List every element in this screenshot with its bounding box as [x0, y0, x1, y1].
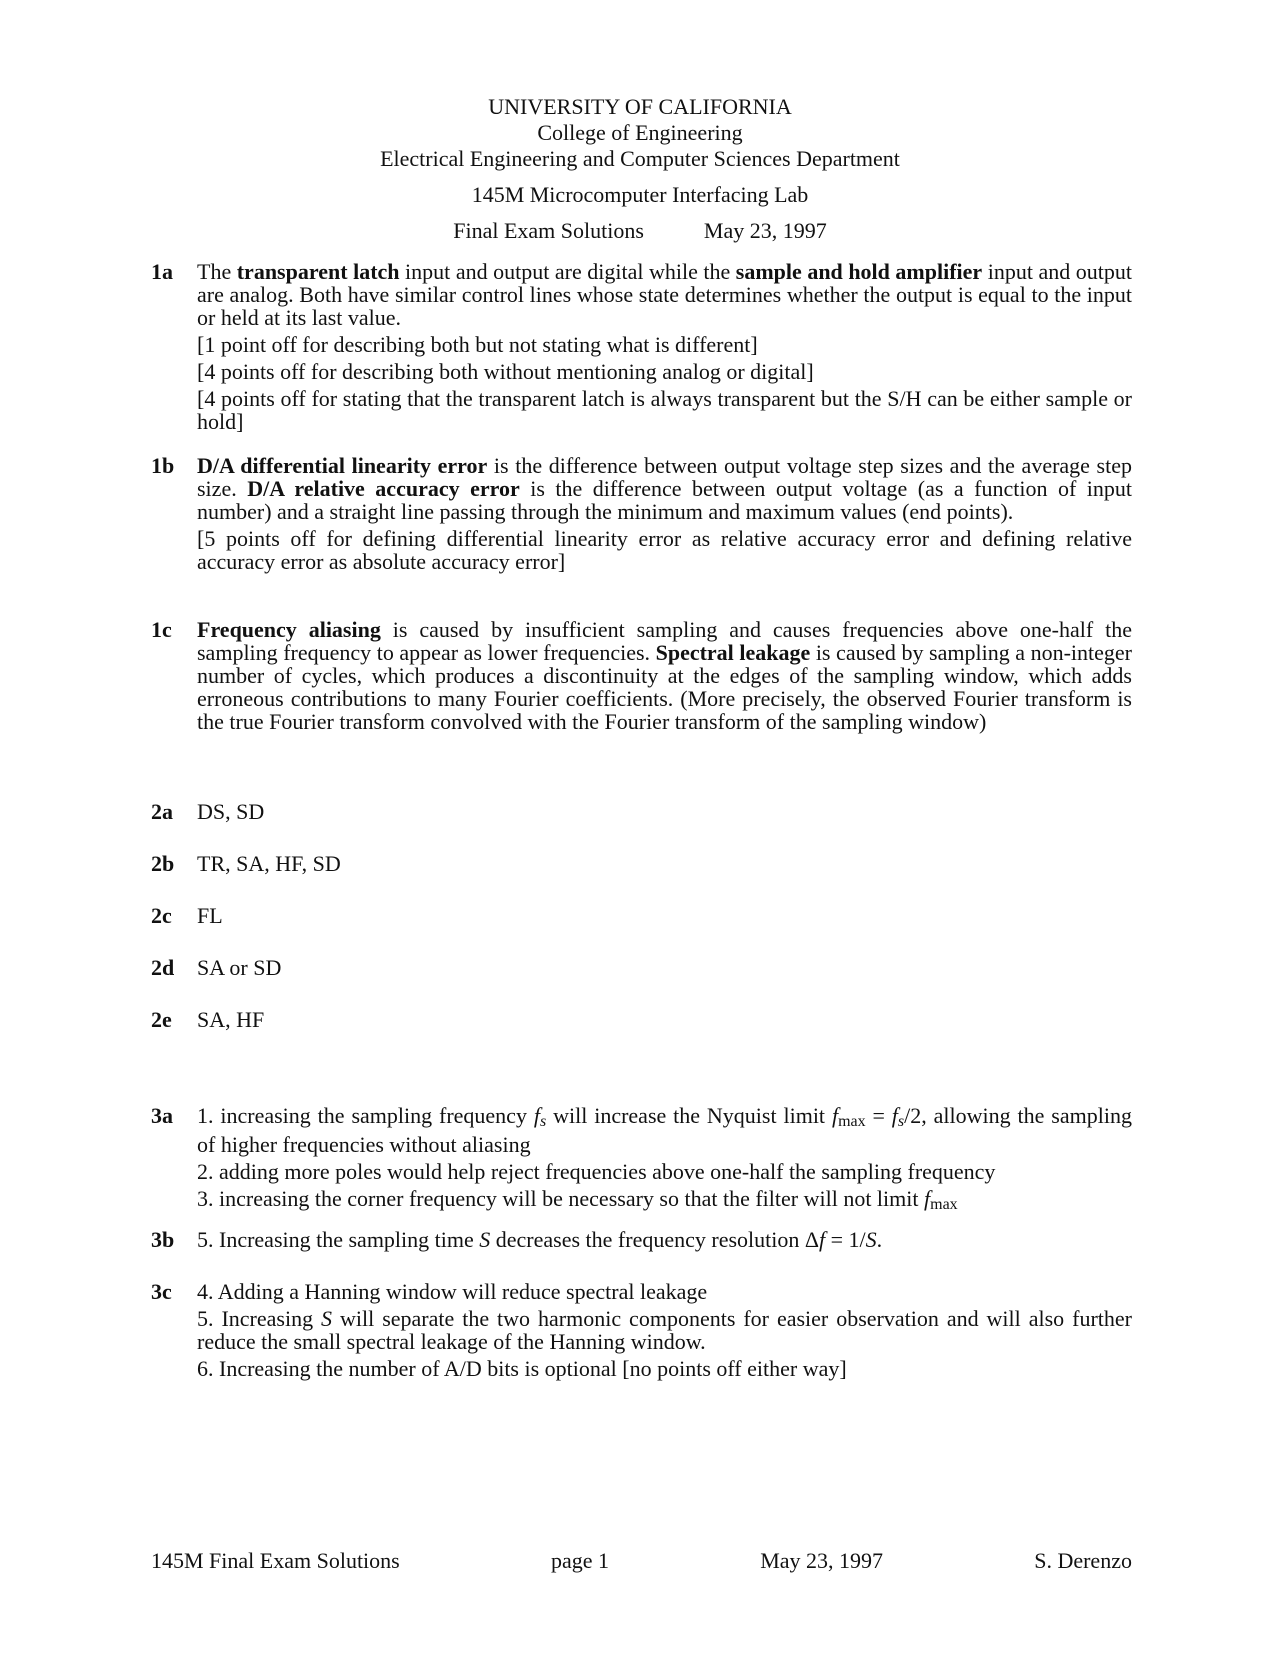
answer-line: 6. Increasing the number of A/D bits is optional [no points off either way]: [197, 1356, 847, 1381]
university-name: UNIVERSITY OF CALIFORNIA: [488, 94, 792, 119]
answer-2a: [151, 800, 1132, 823]
course-title: 145M Microcomputer Interfacing Lab: [471, 182, 809, 207]
answer-line: 5. Increasing the sampling time S decreases the frequency resolution Δf = 1/S.: [197, 1227, 883, 1252]
department-name: Electrical Engineering and Computer Sciences Department: [380, 146, 900, 171]
question-label: 2b: [151, 851, 175, 876]
answer-3b: [151, 1228, 1132, 1251]
answer-text: SA, HF: [197, 1007, 265, 1032]
answer-2b: [151, 852, 1132, 875]
document-title: Final Exam Solutions: [453, 218, 644, 243]
answer-line: 5. Increasing S will separate the two harmonic components for easier observation and will also further reduce the small spectral leakage of the Hanning window.: [197, 1306, 1132, 1354]
answer-2c: [151, 904, 1132, 927]
footer-title: 145M Final Exam Solutions: [151, 1548, 400, 1573]
question-label: 2d: [151, 955, 175, 980]
question-label: 2c: [151, 903, 172, 928]
question-label: 2e: [151, 1007, 172, 1032]
question-label: 1c: [151, 617, 172, 642]
answer-text: DS, SD: [197, 799, 265, 824]
footer-author: S. Derenzo: [1034, 1548, 1132, 1573]
page-footer: [151, 1548, 1132, 1574]
document-date: May 23, 1997: [703, 218, 827, 243]
answer-text: The transparent latch input and output are digital while the sample and hold amplifier input and output are analog. Both have similar control lines whose state determines whether the output is equal to the input or held at its last value.: [197, 259, 1133, 330]
answer-text: FL: [197, 903, 223, 928]
answer-line: 2. adding more poles would help reject frequencies above one-half the sampling frequency: [197, 1159, 996, 1184]
question-label: 3c: [151, 1279, 172, 1304]
question-label: 1a: [151, 259, 173, 284]
answer-1a: [151, 260, 1132, 433]
title-row: [0, 218, 1280, 244]
answer-text: TR, SA, HF, SD: [197, 851, 341, 876]
answer-line: 1. increasing the sampling frequency $f_s$ will increase the Nyquist limit $f_{max} = f_s/2$, allowing the sampling of higher frequencies without aliasing: [197, 1103, 1132, 1157]
answer-text: D/A differential linearity error is the difference between output voltage step sizes and the average step size. D/A relative accuracy error is the difference between output voltage (as a function of input number) and a straight line passing through the minimum and maximum values (end points).: [197, 453, 1133, 524]
question-label: 3a: [151, 1103, 173, 1128]
document-header: [0, 94, 1280, 244]
answer-1b: [151, 454, 1132, 573]
grading-note: [5 points off for defining differential linearity error as relative accuracy error and defining relative accuracy error as absolute accuracy error]: [197, 526, 1132, 574]
answer-line: 4. Adding a Hanning window will reduce spectral leakage: [197, 1279, 708, 1304]
answer-2d: [151, 956, 1132, 979]
page-number: page 1: [550, 1548, 609, 1573]
grading-note: [4 points off for describing both without mentioning analog or digital]: [197, 359, 814, 384]
answer-text: Frequency aliasing is caused by insufficient sampling and causes frequencies above one-half the sampling frequency to appear as lower frequencies. Spectral leakage is caused by sampling a non-integer number of cycles, which produces a discontinuity at the edges of the sampling window, which adds erroneous contributions to many Fourier coefficients. (More precisely, the observed Fourier transform is the true Fourier transform convolved with the Fourier transform of the sampling window): [197, 617, 1132, 734]
answer-line: 3. increasing the corner frequency will be necessary so that the filter will not limit $f_{max}$: [197, 1186, 958, 1213]
college-name: College of Engineering: [537, 120, 743, 145]
footer-date: May 23, 1997: [760, 1548, 884, 1573]
grading-note: [4 points off for stating that the transparent latch is always transparent but the S/H can be either sample or hold]: [197, 386, 1132, 434]
grading-note: [1 point off for describing both but not stating what is different]: [197, 332, 758, 357]
answer-3a: [151, 1104, 1132, 1216]
question-label: 3b: [151, 1227, 175, 1252]
answer-2e: [151, 1008, 1132, 1031]
question-label: 1b: [151, 453, 175, 478]
answer-3c: [151, 1280, 1132, 1380]
question-label: 2a: [151, 799, 173, 824]
answer-text: SA or SD: [197, 955, 282, 980]
answer-1c: [151, 618, 1132, 733]
